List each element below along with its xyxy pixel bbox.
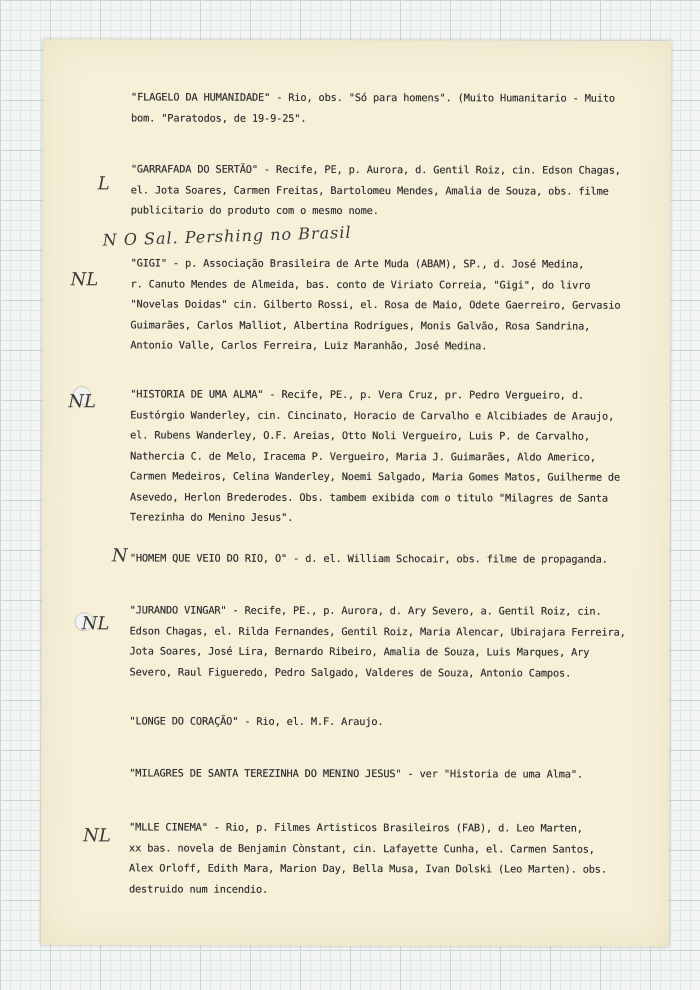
handwritten-mark-nl-historia: NL	[68, 391, 96, 413]
entry-longe-do-coracao: "LONGE DO CORAÇÃO" - Rio, el. M.F. Araujo.	[129, 715, 384, 729]
entry-flagelo-da-humanidade: "FLAGELO DA HUMANIDADE" - Rio, obs. "Só para homens". (Muito Humanitario - Muito bom. "Paratodos, de 19-9-25".	[130, 91, 616, 125]
entry-garrafada-do-sertao: "GARRAFADA DO SERTÃO" - Recife, PE, p. Aurora, d. Gentil Roiz, cin. Edson Chagas, el. Jota Soares, Carmen Freitas, Bartolomeu Mendes, Amalia de Souza, obs. filme publicitario do produto com o mesmo nome.	[130, 163, 621, 218]
handwritten-note: N O Sal. Pershing no Brasil	[102, 222, 352, 250]
handwritten-mark-nl-gigi: NL	[70, 269, 99, 291]
entry-jurando-vingar: "JURANDO VINGAR" - Recife, PE., p. Aurora, d. Ary Severo, a. Gentil Roiz, cin. Edson Chagas, el. Rilda Fernandes, Gentil Roiz, Maria Alencar, Ubirajara Ferreira, Jota Soares, José Lira, Bernardo Ribeiro, Amalia de Souza, Luis Marques, Ary Severo, Raul Figueredo, Pedro Salgado, Valderes de Souza, Antonio Campos.	[129, 604, 626, 680]
handwritten-mark-nl-jurando: NL	[81, 613, 110, 635]
entry-gigi: "GIGI" - p. Associação Brasileira de Arte Muda (ABAM), SP., d. José Medina, r. Canuto Mendes de Almeida, bas. conto de Viriato Correia, "Gigi", do livro "Novelas Doidas" cin. Gilberto Rossi, el. Rosa de Maio, Odete Gaerreiro, Gervasio Guimarães, Carlos Malliot, Albertina Rodrigues, Monis Galvão, Rosa Sandrina, Antonio Valle, Carlos Ferreira, Luiz Maranhão, José Medina.	[130, 257, 621, 353]
entry-mlle-cinema: "MLLE CINEMA" - Rio, p. Filmes Artisticos Brasileiros (FAB), d. Leo Marten, xx bas. novela de Benjamin Cònstant, cin. Lafayette Cunha, el. Carmen Santos, Alex Orloff, Edith Mara, Marion Day, Bella Musa, Ivan Dolski (Leo Marten). obs. destruido num incendio.	[128, 821, 607, 896]
handwritten-mark-nl-mlle: NL	[83, 825, 111, 847]
handwritten-mark-l: L	[97, 173, 110, 195]
entry-milagres-de-santa-terezinha: "MILAGRES DE SANTA TEREZINHA DO MENINO JESUS" - ver "Historia de uma Alma".	[129, 767, 583, 781]
entry-historia-de-uma-alma: "HISTORIA DE UMA ALMA" - Recife, PE., p. Vera Cruz, pr. Pedro Vergueiro, d. Eustórgio Wanderley, cin. Cincinato, Horacio de Carvalho e Alcibiades de Araujo, el. Rubens Wanderley, O.F. Areias, Otto Noli Vergueiro, Luis P. de Carvalho, Nathercia C. de Melo, Iracema P. Vergueiro, Maria J. Guimarães, Aldo Americo, Carmen Medeiros, Celina Wanderley, Noemi Salgado, Maria Gomes Matos, Guilherme de Asevedo, Herlon Brederodes. Obs. tambem exibida com o titulo "Milagres de Santa Terezinha do Menino Jesus".	[129, 388, 621, 524]
typewritten-page	[41, 39, 671, 947]
entry-homem-que-veio-do-rio: "HOMEM QUE VEIO DO RIO, O" - d. el. William Schocair, obs. filme de propaganda.	[129, 552, 608, 566]
handwritten-mark-n-homem: N	[111, 545, 128, 567]
